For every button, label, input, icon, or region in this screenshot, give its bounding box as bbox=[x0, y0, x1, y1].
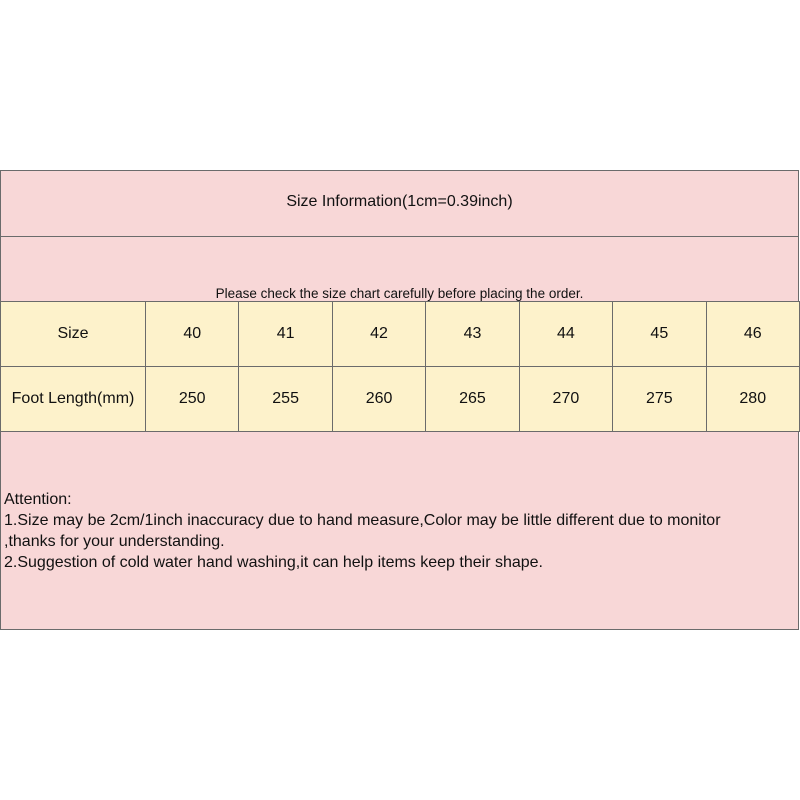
note-band bbox=[1, 237, 798, 301]
foot-length-cell: 260 bbox=[332, 367, 425, 432]
foot-length-cell: 270 bbox=[519, 367, 612, 432]
foot-length-cell: 250 bbox=[146, 367, 239, 432]
size-cell: 46 bbox=[706, 302, 799, 367]
size-row-label: Size bbox=[1, 302, 146, 367]
foot-length-cell: 265 bbox=[426, 367, 519, 432]
size-row bbox=[1, 302, 800, 367]
order-note: Please check the size chart carefully before placing the order. bbox=[215, 286, 584, 301]
size-cell: 41 bbox=[239, 302, 332, 367]
foot-length-row bbox=[1, 367, 800, 432]
foot-length-cell: 275 bbox=[613, 367, 706, 432]
attention-block bbox=[4, 489, 721, 573]
attention-line: ,thanks for your understanding. bbox=[4, 533, 225, 550]
chart-title: Size Information(1cm=0.39inch) bbox=[286, 193, 513, 210]
title-band bbox=[1, 171, 798, 237]
size-cell: 45 bbox=[613, 302, 706, 367]
foot-length-row-label: Foot Length(mm) bbox=[1, 367, 146, 432]
size-cell: 43 bbox=[426, 302, 519, 367]
foot-length-cell: 255 bbox=[239, 367, 332, 432]
size-cell: 42 bbox=[332, 302, 425, 367]
attention-heading: Attention: bbox=[4, 491, 72, 508]
size-table bbox=[0, 301, 800, 432]
attention-line: 2.Suggestion of cold water hand washing,it can help items keep their shape. bbox=[4, 554, 543, 571]
attention-line: 1.Size may be 2cm/1inch inaccuracy due to hand measure,Color may be little different due to monitor bbox=[4, 512, 721, 529]
size-cell: 40 bbox=[146, 302, 239, 367]
size-cell: 44 bbox=[519, 302, 612, 367]
foot-length-cell: 280 bbox=[706, 367, 799, 432]
size-chart-sheet bbox=[0, 170, 799, 630]
